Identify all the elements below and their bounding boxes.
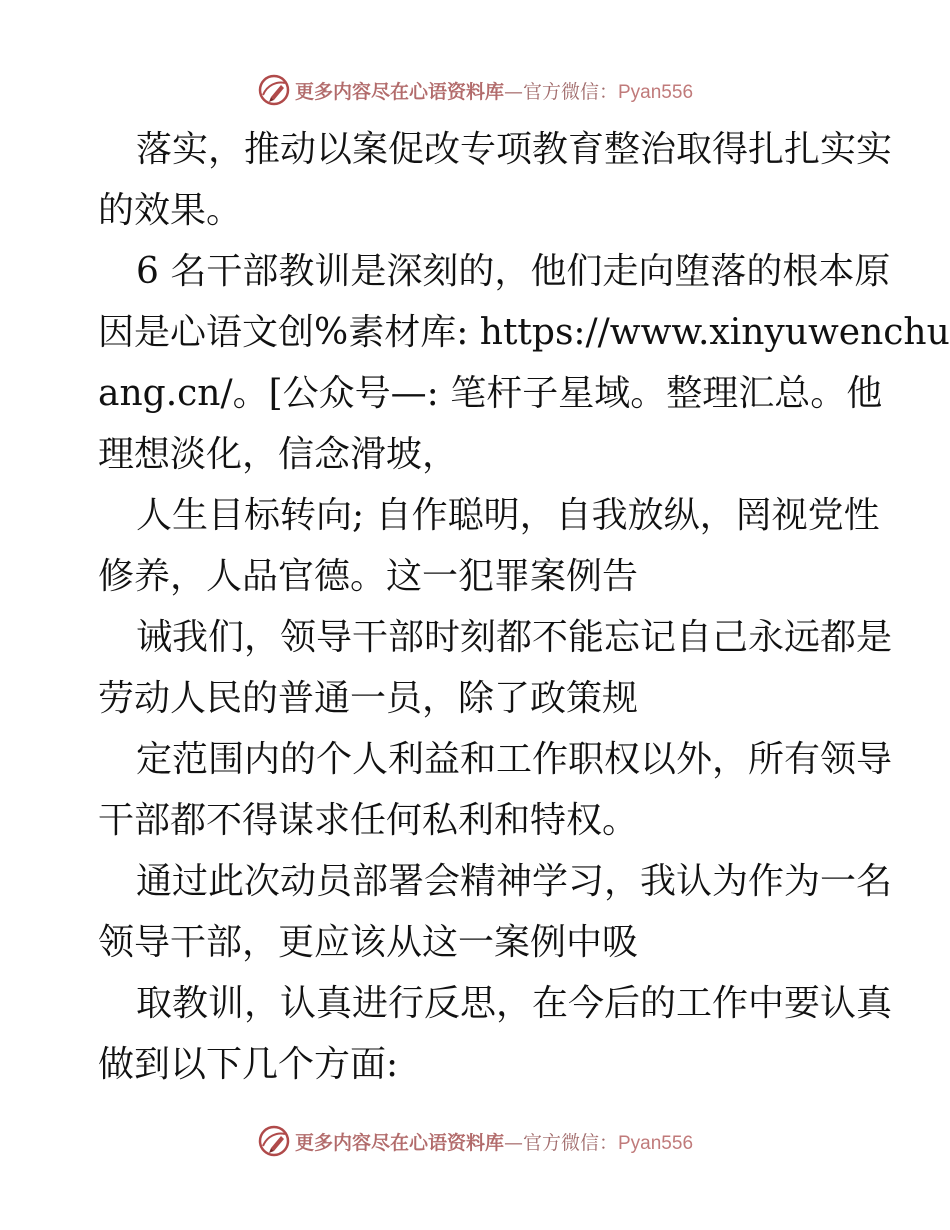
body-line: 理想淡化，信念滑坡， (98, 434, 459, 475)
footer-wechat-label: 官方微信： (522, 1131, 618, 1154)
pen-logo-icon (257, 73, 291, 107)
footer-dash: — (503, 1131, 523, 1154)
body-line: 取教训，认真进行反思，在今后的工作中要认真 (136, 983, 893, 1024)
header-wechat-id: Pyan556 (618, 81, 694, 103)
footer-site-text: 更多内容尽在心语资料库 (294, 1131, 504, 1154)
body-line: 做到以下几个方面: (98, 1044, 399, 1085)
body-line: 落实，推动以案促改专项教育整治取得扎扎实实 (136, 129, 893, 170)
footer-wechat-id: Pyan556 (618, 1132, 694, 1154)
body-line: 定范围内的个人利益和工作职权以外，所有领导 (136, 739, 893, 780)
header-wechat-label: 官方微信： (522, 80, 618, 103)
body-line: 劳动人民的普通一员，除了政策规 (98, 678, 639, 719)
body-line: 因是心语文创%素材库: https://www.xinyuwenchu (98, 312, 950, 353)
body-content (98, 119, 950, 1095)
footer-text (295, 1128, 693, 1155)
body-line: 6 名干部教训是深刻的，他们走向堕落的根本原 (136, 251, 891, 292)
body-line: 诫我们，领导干部时刻都不能忘记自己永远都是 (136, 617, 893, 658)
body-line: 修养，人品官德。这一犯罪案例告 (98, 556, 639, 597)
body-line: ang.cn/。[公众号—: 笔杆子星域。整理汇总。他 (98, 373, 883, 414)
header-text (295, 77, 693, 104)
body-line: 人生目标转向; 自作聪明，自我放纵，罔视党性 (136, 495, 880, 536)
header-dash: — (503, 80, 523, 103)
body-line: 的效果。 (98, 190, 243, 231)
footer-banner (0, 1121, 950, 1161)
body-line: 通过此次动员部署会精神学习，我认为作为一名 (136, 861, 893, 902)
header-site-text: 更多内容尽在心语资料库 (294, 80, 504, 103)
body-line: 领导干部，更应该从这一案例中吸 (98, 922, 639, 963)
header-banner (0, 70, 950, 110)
pen-logo-icon (257, 1124, 291, 1158)
body-line: 干部都不得谋求任何私利和特权。 (98, 800, 639, 841)
